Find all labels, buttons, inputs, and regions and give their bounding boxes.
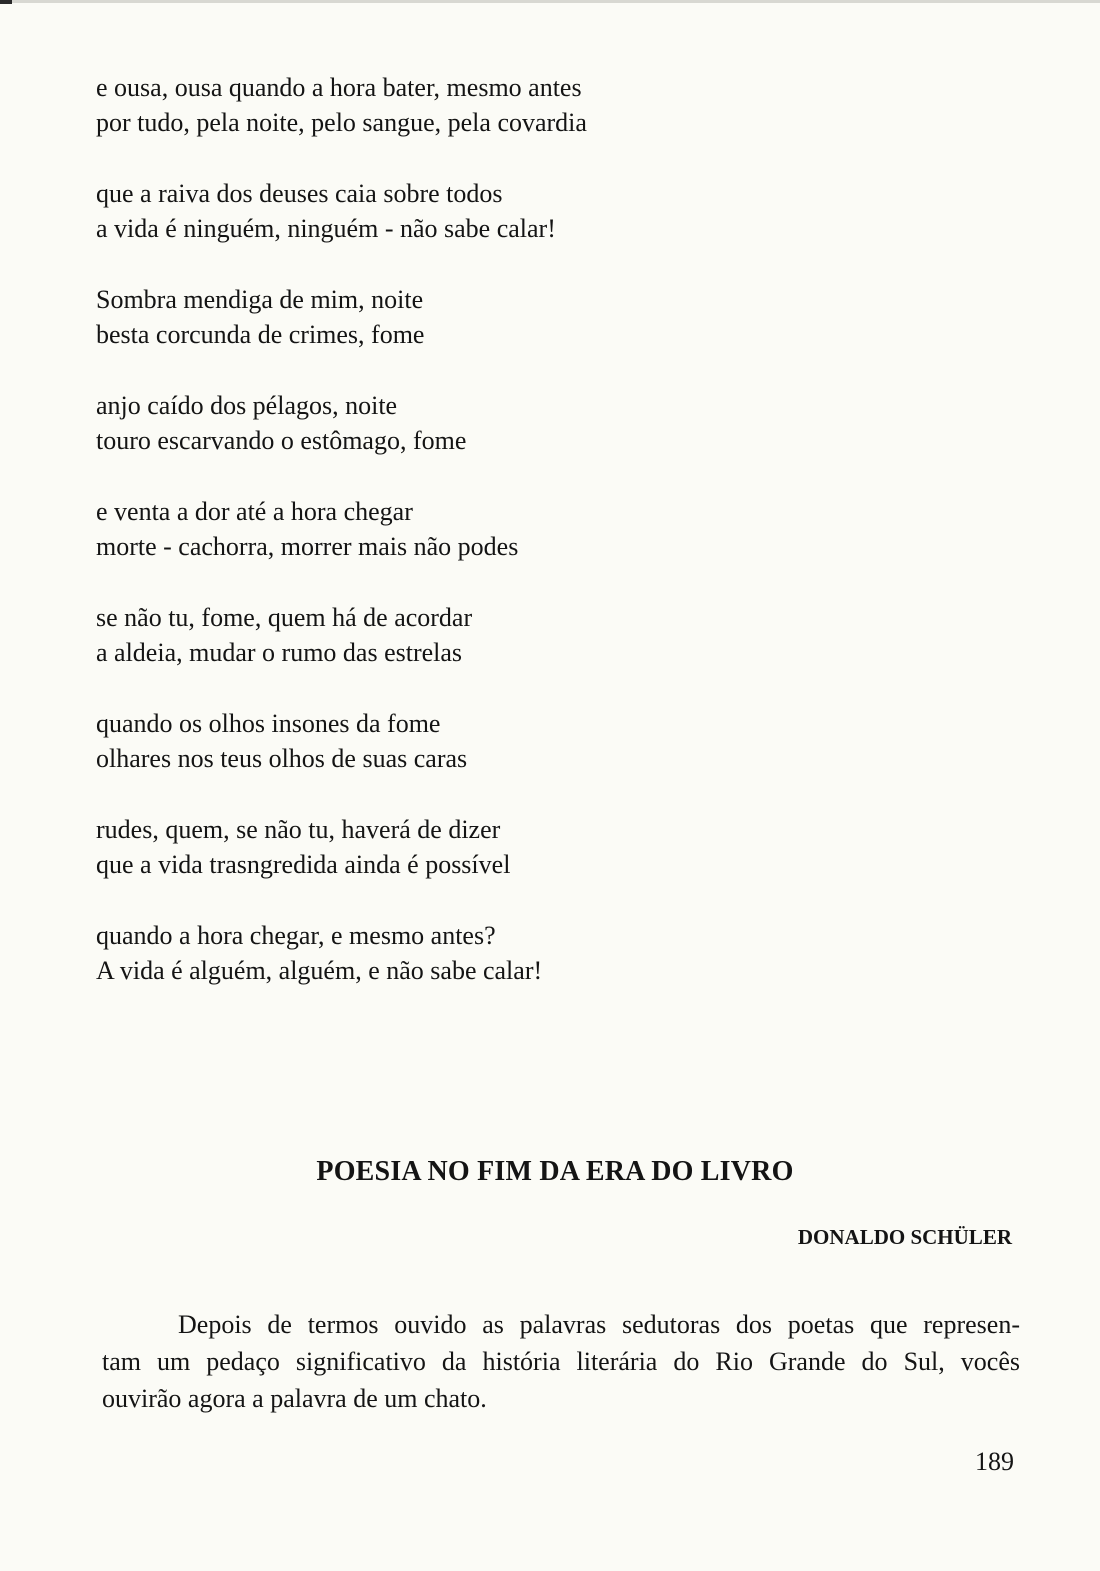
poem-line: A vida é alguém, alguém, e não sabe calar!: [96, 956, 543, 985]
poem-stanza: [96, 388, 796, 458]
poem-line: que a raiva dos deuses caia sobre todos: [96, 179, 503, 208]
poem-stanza: [96, 282, 796, 352]
page-corner-mark: [0, 0, 12, 4]
poem-line: olhares nos teus olhos de suas caras: [96, 744, 468, 773]
poem-line: e ousa, ousa quando a hora bater, mesmo antes: [96, 73, 582, 102]
paragraph-line: ouvirão agora a palavra de um chato.: [102, 1384, 487, 1413]
poem-stanza: [96, 176, 796, 246]
poem-line: Sombra mendiga de mim, noite: [96, 285, 424, 314]
poem: [96, 70, 796, 1024]
poem-line: por tudo, pela noite, pelo sangue, pela covardia: [96, 108, 587, 137]
poem-stanza: [96, 600, 796, 670]
poem-stanza: [96, 706, 796, 776]
poem-line: morte - cachorra, morrer mais não podes: [96, 532, 519, 561]
poem-line: e venta a dor até a hora chegar: [96, 497, 413, 526]
poem-line: a vida é ninguém, ninguém - não sabe calar!: [96, 214, 556, 243]
poem-stanza: [96, 494, 796, 564]
poem-line: anjo caído dos pélagos, noite: [96, 391, 398, 420]
poem-line: besta corcunda de crimes, fome: [96, 320, 425, 349]
poem-line: que a vida trasngredida ainda é possível: [96, 850, 511, 879]
poem-stanza: [96, 918, 796, 988]
poem-line: quando a hora chegar, e mesmo antes?: [96, 921, 496, 950]
page-top-rule: [0, 0, 1100, 3]
poem-line: rudes, quem, se não tu, haverá de dizer: [96, 815, 501, 844]
poem-stanza: [96, 812, 796, 882]
article-author: DONALDO SCHÜLER: [797, 1225, 1012, 1249]
article-title: POESIA NO FIM DA ERA DO LIVRO: [316, 1156, 794, 1187]
poem-line: a aldeia, mudar o rumo das estrelas: [96, 638, 463, 667]
poem-line: touro escarvando o estômago, fome: [96, 426, 467, 455]
poem-line: quando os olhos insones da fome: [96, 709, 441, 738]
paragraph-line: Depois de termos ouvido as palavras sedutoras dos poetas que represen-: [178, 1310, 1020, 1339]
page-number: 189: [975, 1447, 1014, 1476]
paragraph-line: tam um pedaço significativo da história literária do Rio Grande do Sul, vocês: [102, 1347, 1020, 1376]
poem-stanza: [96, 70, 796, 140]
poem-line: se não tu, fome, quem há de acordar: [96, 603, 473, 632]
article-paragraph: [102, 1306, 1020, 1417]
